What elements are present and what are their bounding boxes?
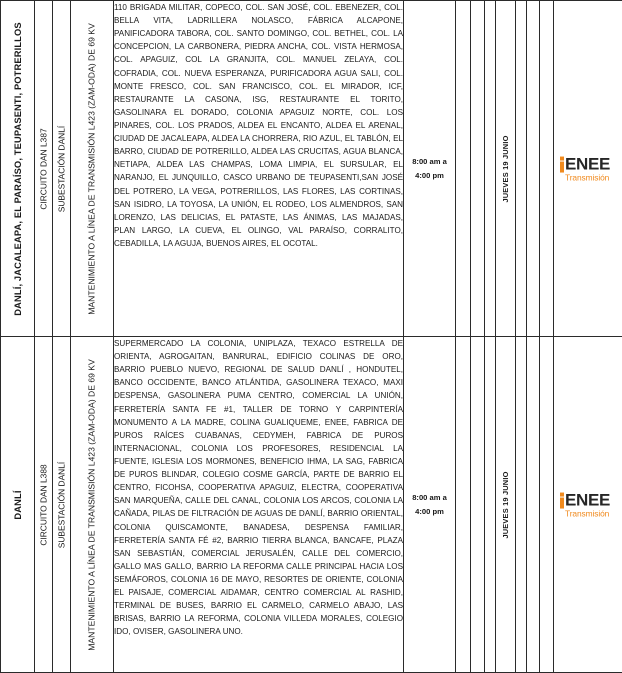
cell-spacer: [471, 1, 485, 337]
enee-logo: [560, 491, 610, 518]
schedule-end: 4:00 pm: [404, 169, 455, 183]
cell-schedule: [404, 1, 456, 337]
cell-logo: [554, 1, 622, 337]
enee-logo-subtitle: Transmisión: [565, 174, 610, 182]
day-label: JUEVES 19 JUNIO: [501, 471, 509, 538]
cell-spacer: [471, 337, 485, 673]
cell-spacer: [540, 1, 554, 337]
cell-day-highlight: [496, 337, 516, 673]
schedule-text: [404, 490, 455, 518]
cell-substation: [53, 1, 71, 337]
cell-zone: [1, 337, 35, 673]
zone-label: DANLÍ, JACALEAPA, EL PARAÍSO, TEUPASENTI, POTRERILLOS: [12, 22, 22, 315]
cell-work: [71, 1, 114, 337]
cell-circuit: [35, 1, 53, 337]
enee-logo-mark-icon: [560, 155, 564, 173]
cell-affected-areas: [114, 337, 404, 673]
day-label: JUEVES 19 JUNIO: [501, 135, 509, 202]
cell-spacer: [540, 337, 554, 673]
cell-affected-areas: [114, 1, 404, 337]
affected-areas-text: 110 BRIGADA MILITAR, COPECO, COL. SAN JOSÉ, COL. EBENEZER, COL. BELLA VITA, LADRILLERA NOLASCO, FÁBRICA ALCAPONE, PANIFICADORA TABORA, COL. SANTO DOMINGO, COL. BETHEL, COL. LA CONCEPCION, LA CARBONERA, PIEDRA ANCHA, COL. VISTA HERMOSA, COL. APAGUIZ, COL LA GRANJITA, COL. MANUEL ZELAYA, COL. COFRADIA, COL. NUEVA ESPERANZA, PURIFICADORA AGUA SALI, COL. MONTE FRESCO, COL. SAN FRANCISCO, COL. EL MIRADOR, ICF, RESTAURANTE LA CASONA, ISG, RESTAURANTE EL TORITO, GASOLINARA EL DORADO, COLONIA APAGUIZ NORTE, COL. LOS PINARES, COL. LOS PRADOS, ALDEA EL ENCANTO, ALDEA EL ARENAL, CIUDAD DE JACALEAPA, ALDEA LA CHORRERA, RIO AZUL, EL TABLÓN, EL BARRO, CIUDAD DE POTRERILLO, ALDEA LAS CRUCITAS, AGUA BLANCA, NETIAPA, ALDEA LAS CHAMPAS, LOMA LIMPIA, EL SURSULAR, EL NARANJO, EL JUNQUILLO, CASCO URBANO DE TEUPASENTI,SAN JOSÉ DEL POTRERO, LA VEGA, POTRERILLOS, LAS FLORES, LAS CORTINAS, SAN ISIDRO, LA TOYOSA, LA UNIÓN, EL RODEO, LOS ALMENDROS, SAN LORENZO, LAS DELICIAS, EL PATASTE, LAS ÁNIMAS, LAS MAJADAS, PLAN LARGO, LA CUEVA, EL OLINGO, VAL PARAÍSO, CORRALITO, CEBADILLA, LA AGUJA, BUENOS AIRES, EL OCOTAL.: [114, 1, 403, 250]
schedule-text: [404, 154, 455, 182]
cell-logo: [554, 337, 622, 673]
cell-spacer: [456, 1, 471, 337]
work-label: MANTENIMIENTO A LÍNEA DE TRANSMISIÓN L423 (ZAM-ODA) DE 69 KV: [87, 23, 96, 314]
substation-label: SUBESTACIÓN DANLÍ: [57, 461, 66, 547]
cell-spacer: [516, 337, 527, 673]
cell-spacer: [527, 337, 540, 673]
zone-label: DANLÍ: [12, 490, 22, 519]
cell-spacer: [456, 337, 471, 673]
cell-spacer: [527, 1, 540, 337]
schedule-start: 8:00 am a: [404, 490, 455, 504]
cell-work: [71, 337, 114, 673]
schedule-end: 4:00 pm: [404, 505, 455, 519]
cell-zone: [1, 1, 35, 337]
cell-spacer: [516, 1, 527, 337]
enee-logo-wordmark: ENEE: [565, 155, 610, 172]
cell-day-highlight: [496, 1, 516, 337]
circuit-label: CIRCUITO DAN L387: [39, 128, 48, 209]
cell-schedule: [404, 337, 456, 673]
cell-spacer: [485, 1, 496, 337]
table-row: [1, 337, 622, 673]
work-label: MANTENIMIENTO A LÍNEA DE TRANSMISIÓN L423 (ZAM-ODA) DE 69 KV: [87, 359, 96, 650]
cell-spacer: [485, 337, 496, 673]
table-row: [1, 1, 622, 337]
enee-logo: [560, 155, 610, 182]
cell-substation: [53, 337, 71, 673]
substation-label: SUBESTACIÓN DANLÍ: [57, 125, 66, 211]
circuit-label: CIRCUITO DAN L388: [39, 464, 48, 545]
enee-logo-subtitle: Transmisión: [565, 510, 610, 518]
affected-areas-text: SUPERMERCADO LA COLONIA, UNIPLAZA, TEXACO ESTRELLA DE ORIENTA, AGROGAITAN, BANRURAL, EDIFICIO COLINAS DE ORO, BARRIO PUEBLO NUEVO, REGIONAL DE SALUD DANLÍ , HONDUTEL, BANCO OCCIDENTE, BANCO ATLÁNTIDA, GASOLINERA TEXACO, MAXI DESPENSA, GASOLINERA PUMA CENTRO, COMERCIAL LA UNIÓN, FERRETERÍA SANTA FE #1, TALLER DE TORNO Y CARPINTERÍA MONUMENTO A LA MADRE, COLINA GUALIQUEME, ENEE, FABRICA DE PUROS RAÍCES CUABANAS, CEDYMEH, FABRICA DE PUROS INTERNACIONAL, COLONIA LOS PROFESORES, RESIDENCIAL LA FUENTE, IGLESIA LOS MORMONES, BENEFICIO IHMA, LA SAG, FABRICA DE PUROS BLINDAR, COLEGIO COSME GARCÍA, PARTE DE BARRIO EL CENTRO, FICOHSA, COOPERATIVA APAGUIZ, ELECTRA, COOPERATIVA SAN MARQUEÑA, CALLE DEL CANAL, COLONIA LOS ARCOS, COLONIA LA CAÑADA, PILAS DE FILTRACIÓN DE AGUAS DE DANLÍ, BARRIO ORIENTAL, COLONIA QUISCAMONTE, BANADESA, DESPENSA FAMILIAR, FERRETERÍA SANTA FÉ #2, BARRIO TIERRA BLANCA, BANCAFE, PLAZA SAN SEBASTIÁN, COMERCIAL JERUSALÉN, CALLE DEL COMERCIO, GALLO MAS GALLO, BARRIO LA REFORMA CALLE PRINCIPAL HACIA LOS SEMÁFOROS, COLONIA 16 DE MAYO, RESORTES DE ORIENTE, COLONIA EL PAISAJE, COMERCIAL AIDAMAR, CENTRO COMERCIAL AL RASHID, TERMINAL DE BUSES, BARRIO EL CARMELO, CARMELO ABAJO, LAS BRISAS, BARRIO LA REFORMA, COLONIA VILLEDA MORALES, COLEGIO IDO, OVISER, GASOLINERA UNO.: [114, 337, 403, 639]
enee-logo-wordmark: ENEE: [565, 491, 610, 508]
cell-circuit: [35, 337, 53, 673]
enee-logo-mark-icon: [560, 491, 564, 509]
schedule-start: 8:00 am a: [404, 154, 455, 168]
